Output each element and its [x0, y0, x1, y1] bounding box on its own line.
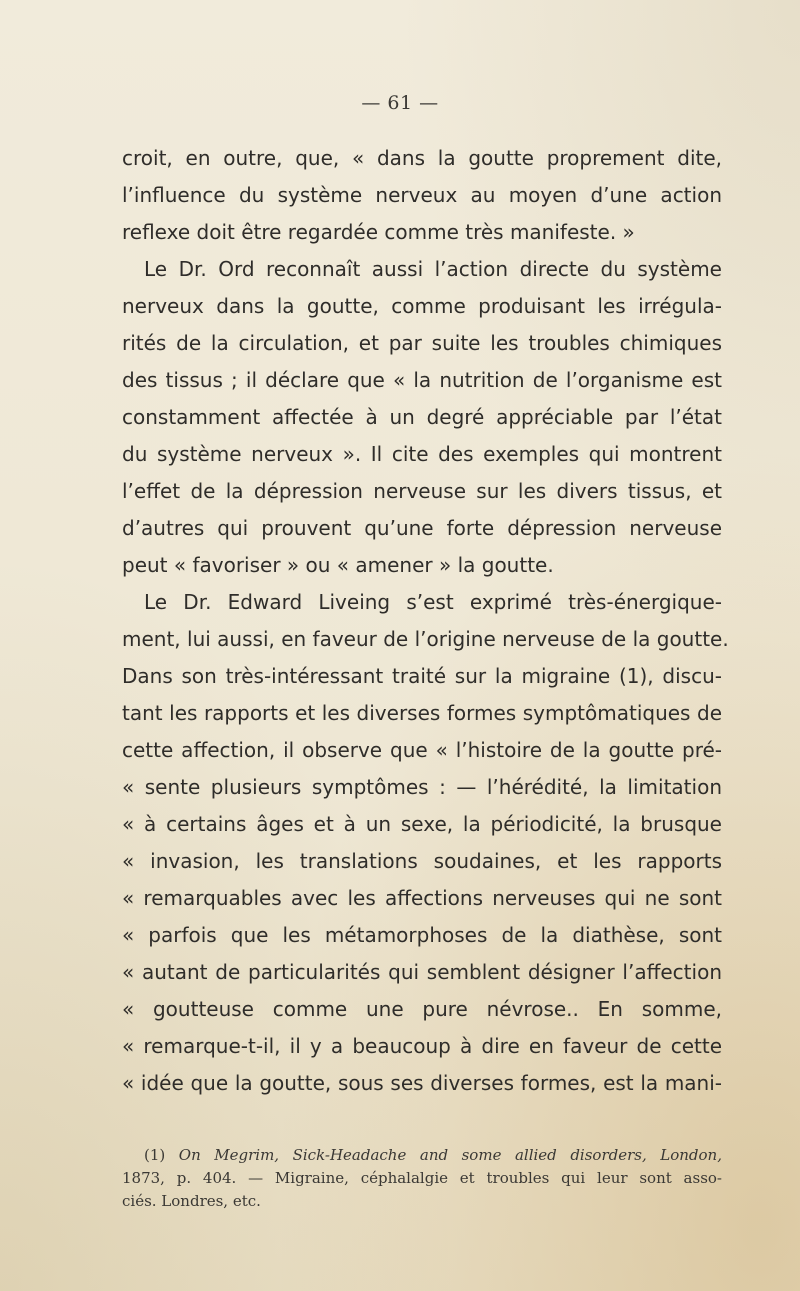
- footnote-line: 1873, p. 404. — Migraine, céphalalgie et troubles qui leur sont asso-: [122, 1169, 722, 1187]
- text-line: d’autres qui prouvent qu’une forte dépression nerveuse: [122, 516, 722, 540]
- text-line: l’effet de la dépression nerveuse sur les divers tissus, et: [122, 479, 722, 503]
- text-line: nerveux dans la goutte, comme produisant les irrégula-: [122, 294, 722, 318]
- text-line: « idée que la goutte, sous ses diverses formes, est la mani-: [122, 1071, 722, 1095]
- text-line: « remarquables avec les affections nerveuses qui ne sont: [122, 886, 722, 910]
- text-line: ment, lui aussi, en faveur de l’origine nerveuse de la goutte.: [122, 627, 729, 651]
- text-line: constamment affectée à un degré appréciable par l’état: [122, 405, 722, 429]
- text-line: « invasion, les translations soudaines, et les rapports: [122, 849, 722, 873]
- footnote: [122, 1144, 722, 1213]
- text-line: « parfois que les métamorphoses de la diathèse, sont: [122, 923, 722, 947]
- footnote-title: On Megrim, Sick-Headache and some allied disorders, London,: [178, 1146, 722, 1164]
- footnote-line: ciés. Londres, etc.: [122, 1192, 261, 1210]
- text-line: croit, en outre, que, « dans la goutte proprement dite,: [122, 146, 722, 170]
- text-line: cette affection, il observe que « l’histoire de la goutte pré-: [122, 738, 722, 762]
- text-line: « goutteuse comme une pure névrose.. En somme,: [122, 997, 722, 1021]
- text-line: Dans son très-intéressant traité sur la migraine (1), discu-: [122, 664, 722, 688]
- text-line: des tissus ; il déclare que « la nutrition de l’organisme est: [122, 368, 722, 392]
- text-line: Le Dr. Ord reconnaît aussi l’action directe du système: [144, 257, 722, 281]
- text-line: « remarque-t-il, il y a beaucoup à dire en faveur de cette: [122, 1034, 722, 1058]
- text-line: Le Dr. Edward Liveing s’est exprimé très-énergique-: [144, 590, 722, 614]
- text-line: « autant de particularités qui semblent désigner l’affection: [122, 960, 722, 984]
- footnote-marker: (1): [144, 1146, 166, 1164]
- text-line: l’influence du système nerveux au moyen d’une action: [122, 183, 722, 207]
- text-line: rités de la circulation, et par suite les troubles chimiques: [122, 331, 722, 355]
- page-number: — 61 —: [361, 92, 439, 114]
- text-line: « à certains âges et à un sexe, la périodicité, la brusque: [122, 812, 722, 836]
- text-line: peut « favoriser » ou « amener » la goutte.: [122, 553, 554, 577]
- text-line: « sente plusieurs symptômes : — l’hérédité, la limitation: [122, 775, 722, 799]
- text-line: reflexe doit être regardée comme très manifeste. »: [122, 220, 635, 244]
- body-text: [122, 140, 729, 1102]
- text-line: tant les rapports et les diverses formes symptômatiques de: [122, 701, 722, 725]
- footnote-line: [122, 1144, 722, 1167]
- text-line: du système nerveux ». Il cite des exemples qui montrent: [122, 442, 722, 466]
